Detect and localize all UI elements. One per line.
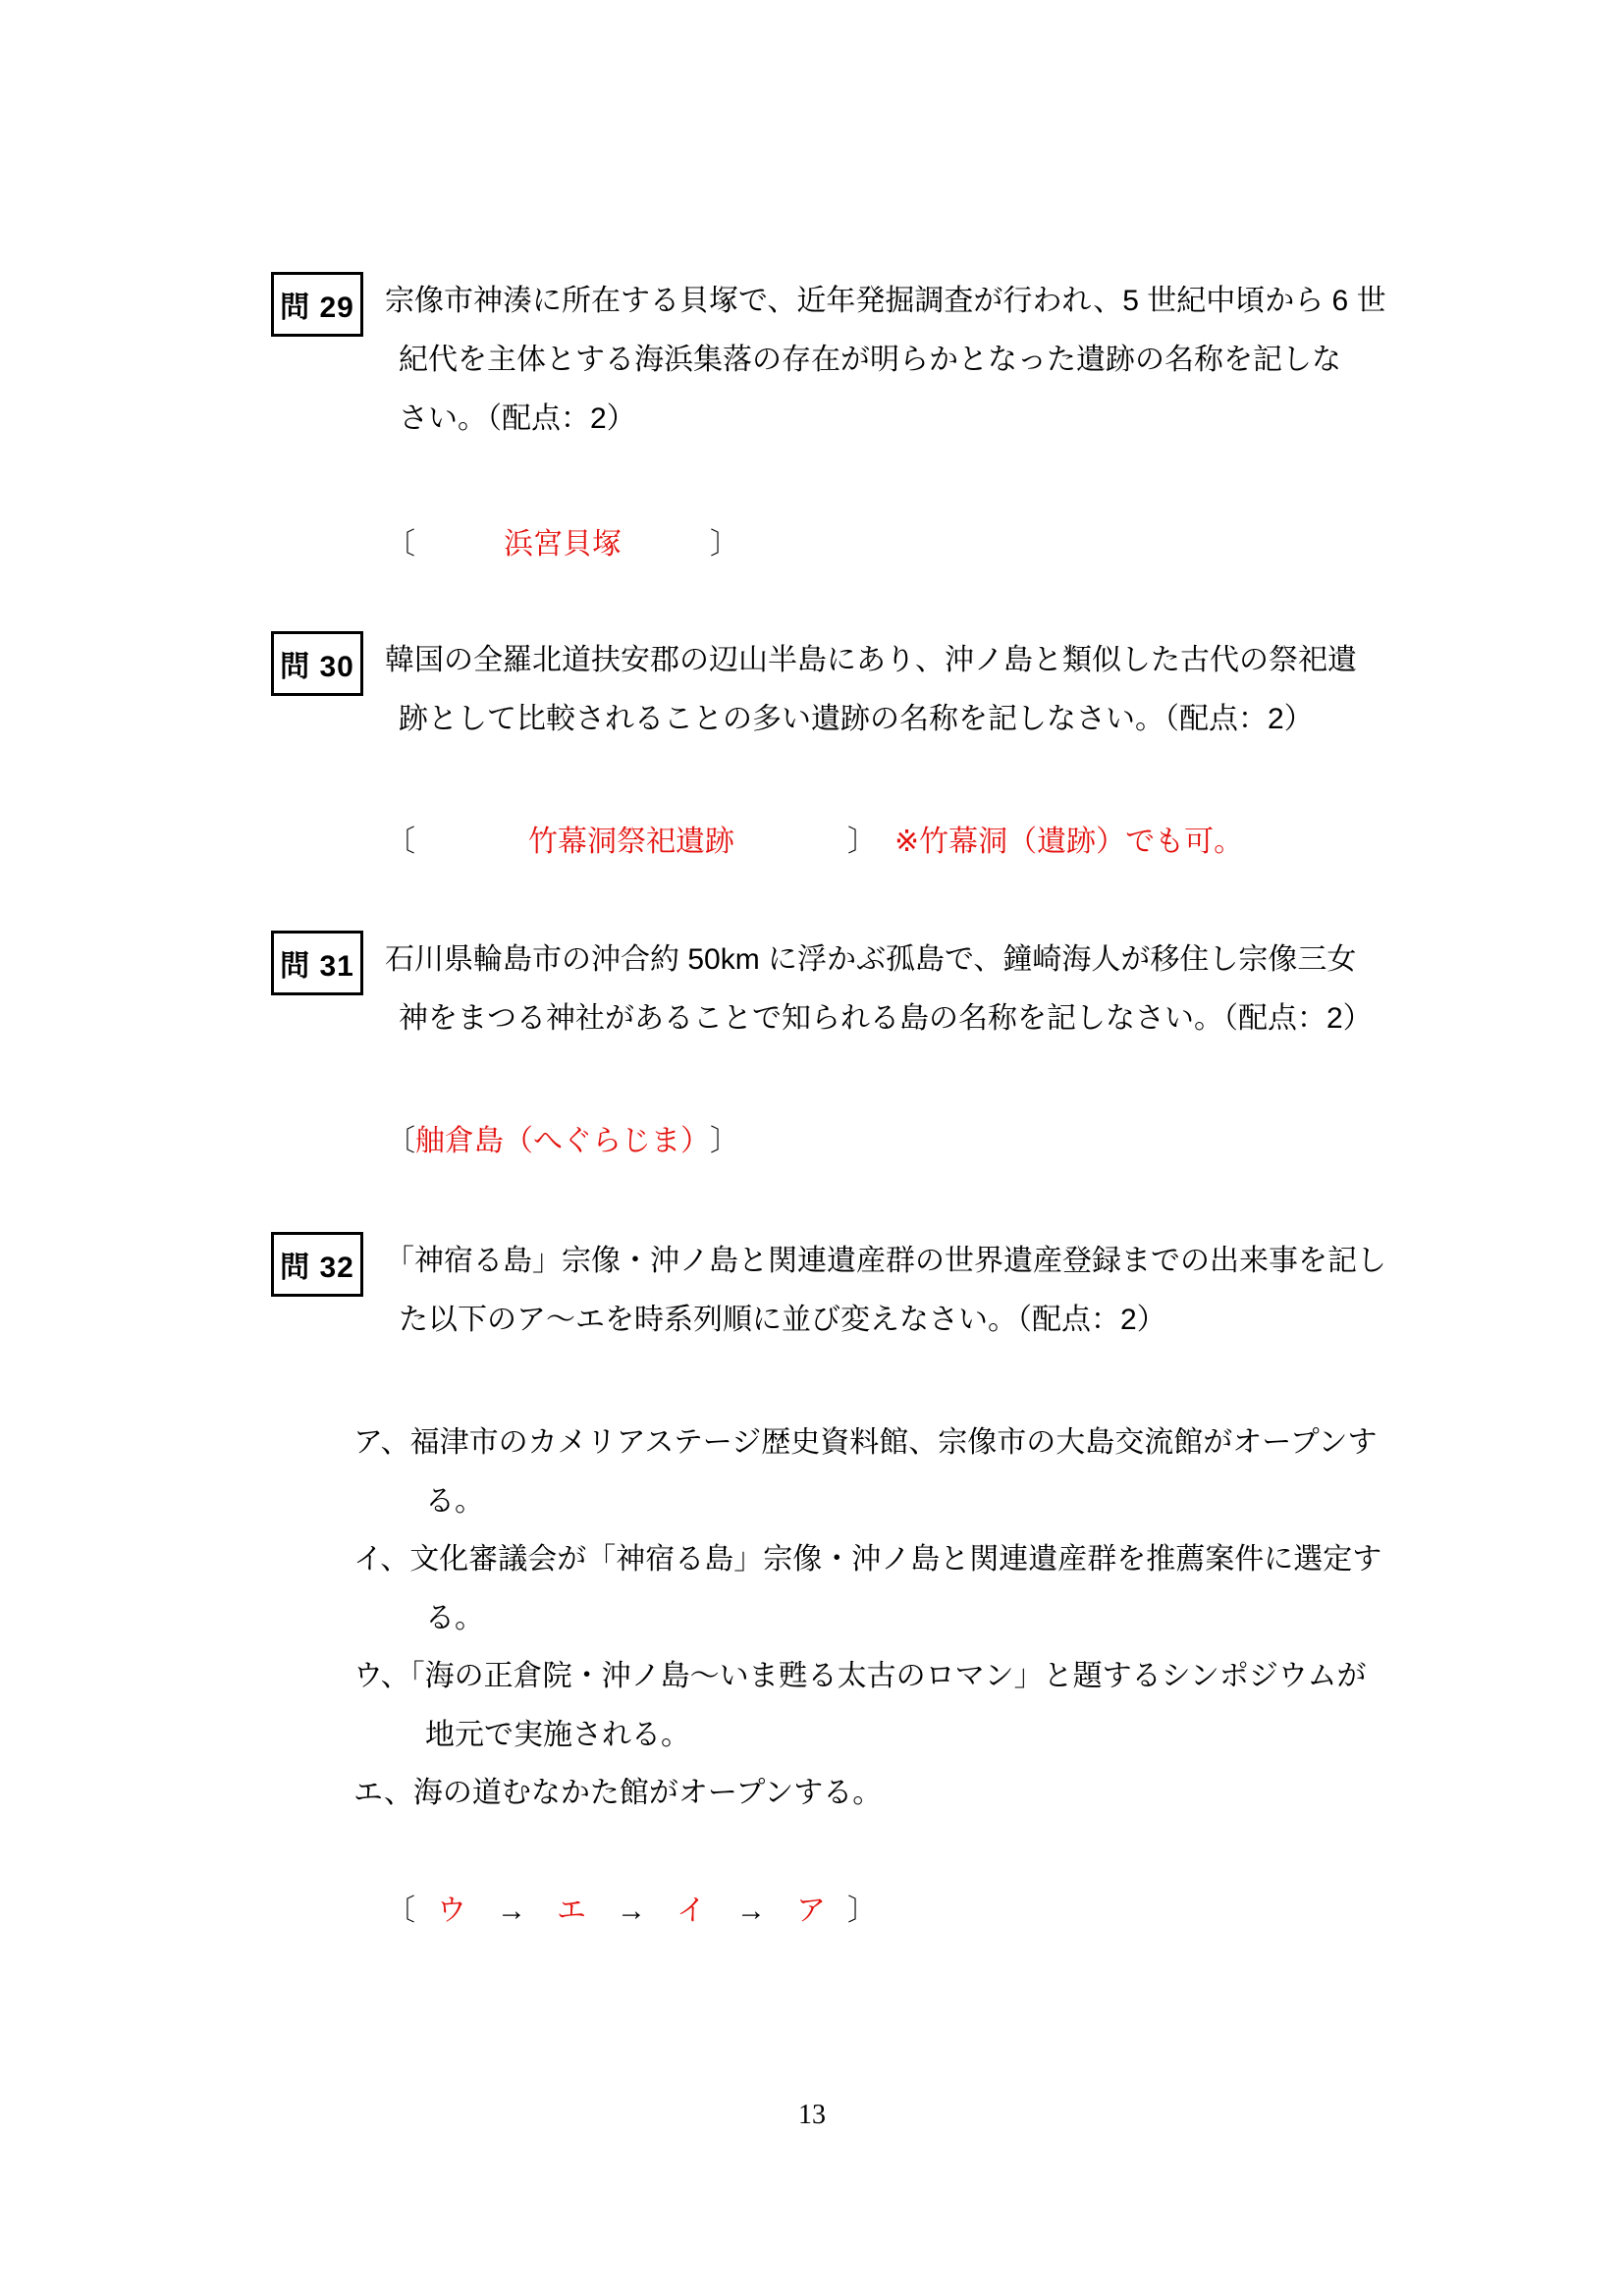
answer-30 <box>386 813 1243 872</box>
option-u-line: 地元で実施される。 <box>425 1718 690 1751</box>
answer-30-note: ※竹幕洞（遺跡）でも可。 <box>894 826 1244 858</box>
question-30-number-box <box>271 631 363 696</box>
answer-bracket-close: 〕 <box>710 1125 739 1157</box>
question-31 <box>271 931 1373 1048</box>
answer-29-value: 浜宮貝塚 <box>504 528 622 561</box>
question-29-label: 問 29 <box>280 292 354 324</box>
answer-31-value: 舳倉島（へぐらじま） <box>415 1125 710 1157</box>
question-29-text <box>385 272 1386 449</box>
answer-bracket-close: 〕 <box>847 1895 877 1927</box>
answer-bracket-open: 〔 <box>386 1895 415 1927</box>
option-a-line: る。 <box>425 1484 484 1518</box>
sequence-item: ウ <box>437 1895 466 1927</box>
arrow-right-icon: → <box>736 1895 766 1927</box>
arrow-right-icon: → <box>497 1895 526 1927</box>
question-text-line: 韓国の全羅北道扶安郡の辺山半島にあり、沖ノ島と類似した古代の祭祀遺 <box>385 644 1357 676</box>
question-31-label: 問 31 <box>280 950 354 983</box>
answer-30-value: 竹幕洞祭祀遺跡 <box>528 826 734 858</box>
answer-bracket-close: 〕 <box>847 826 877 858</box>
question-29-number-box <box>271 272 363 337</box>
question-32-label: 問 32 <box>280 1252 354 1284</box>
option-e-line: エ、海の道むなかた館がオープンする。 <box>353 1777 883 1809</box>
option-u-line: ウ、「海の正倉院・沖ノ島～いま甦る太古のロマン」と題するシンポジウムが <box>353 1660 1367 1692</box>
arrow-right-icon: → <box>617 1895 646 1927</box>
question-text-line: 宗像市神湊に所在する貝塚で、近年発掘調査が行われ、5 世紀中頃から 6 世 <box>385 285 1386 317</box>
question-text-line: さい。（配点：2） <box>399 402 636 435</box>
answer-29 <box>386 515 739 574</box>
sequence-item: イ <box>677 1895 706 1927</box>
question-31-text <box>385 931 1373 1048</box>
question-text-line: 紀代を主体とする海浜集落の存在が明らかとなった遺跡の名称を記しな <box>399 344 1341 376</box>
question-text-line: 「神宿る島」宗像・沖ノ島と関連遺産群の世界遺産登録までの出来事を記し <box>385 1245 1386 1277</box>
question-text-line: 跡として比較されることの多い遺跡の名称を記しなさい。（配点：2） <box>399 703 1314 735</box>
option-i-line: イ、文化審議会が「神宿る島」宗像・沖ノ島と関連遺産群を推薦案件に選定す <box>353 1543 1382 1575</box>
answer-31 <box>386 1112 739 1171</box>
option-a-line: ア、福津市のカメリアステージ歴史資料館、宗像市の大島交流館がオープンす <box>353 1426 1378 1459</box>
question-32 <box>271 1232 1386 1350</box>
question-text-line: 石川県輪島市の沖合約 50km に浮かぶ孤島で、鐘崎海人が移住し宗像三女 <box>385 943 1357 976</box>
answer-bracket-open: 〔 <box>386 826 415 858</box>
sequence-item: ア <box>796 1895 826 1927</box>
answer-bracket-open: 〔 <box>386 528 415 561</box>
question-29 <box>271 272 1386 449</box>
question-text-line: た以下のア～エを時系列順に並び変えなさい。（配点：2） <box>399 1304 1166 1336</box>
answer-32 <box>386 1882 877 1941</box>
question-32-number-box <box>271 1232 363 1297</box>
answer-32-sequence <box>415 1882 847 1941</box>
option-i-line: る。 <box>425 1601 484 1634</box>
question-text-line: 神をまつる神社があることで知られる島の名称を記しなさい。（配点：2） <box>399 1002 1373 1035</box>
question-31-number-box <box>271 931 363 995</box>
question-30-label: 問 30 <box>280 651 354 683</box>
answer-bracket-close: 〕 <box>710 528 739 561</box>
sequence-item: エ <box>557 1895 586 1927</box>
question-30 <box>271 631 1357 749</box>
question-32-text <box>385 1232 1386 1350</box>
question-32-options <box>353 1414 1381 1823</box>
answer-bracket-open: 〔 <box>386 1125 415 1157</box>
question-30-text <box>385 631 1357 749</box>
page-number: 13 <box>798 2100 826 2130</box>
